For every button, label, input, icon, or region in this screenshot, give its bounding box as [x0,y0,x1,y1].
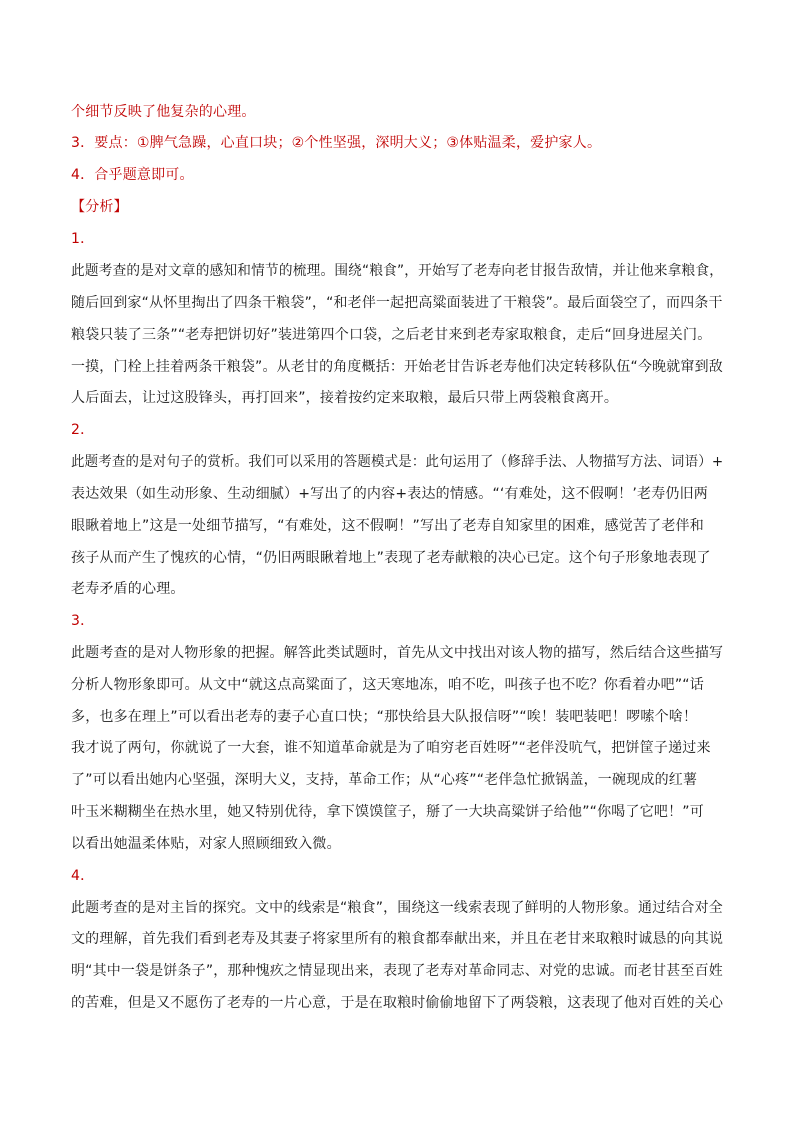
analysis-text-line: 表达效果（如生动形象、生动细腻）+写出了的内容+表达的情感。“‘有难处，这不假啊！’老寿仍旧两 [71,486,709,502]
analysis-text-line: 文的理解，首先我们看到老寿及其妻子将家里所有的粮食都奉献出来，并且在老甘来取粮时诚恳的向其说 [71,931,724,947]
analysis-text-line: 随后回到家“从怀里掏出了四条干粮袋”，“和老伴一起把高粱面装进了干粮袋”。最后面袋空了，而四条干 [71,295,723,311]
analysis-text-line: 一摸，门栓上挂着两条干粮袋”。从老甘的角度概括：开始老甘告诉老寿他们决定转移队伍“今晚就窜到敌 [71,359,723,375]
analysis-text-line: 的苦难，但是又不愿伤了老寿的一片心意，于是在取粮时偷偷地留下了两袋粮，这表现了他对百姓的关心 [71,995,724,1011]
analysis-text-line: 以看出她温柔体贴，对家人照顾细致入微。 [71,836,341,852]
analysis-text-line: 人后面去，让过这股锋头，再打回来”，接着按约定来取粮，最后只带上两袋粮食离开。 [71,390,619,406]
analysis-text-line: 了”可以看出她内心坚强，深明大义，支持，革命工作；从“心疼”“老伴急忙掀锅盖，一碗现成的红薯 [71,772,698,788]
analysis-text-line: 老寿矛盾的心理。 [71,581,185,597]
analysis-text-line: 孩子从而产生了愧疚的心情，“仍旧两眼瞅着地上”表现了老寿献粮的决心已定。这个句子形象地表现了 [71,550,711,566]
analysis-text-line: 叶玉米糊糊坐在热水里，她又特别优待，拿下馍馍筐子，掰了一大块高粱饼子给他”“你喝了它吧！”可 [71,804,704,820]
analysis-text-line: 此题考查的是对主旨的探究。文中的线索是“粮食”，围绕这一线索表现了鲜明的人物形象。通过结合对全 [71,900,723,916]
analysis-text-line: 此题考查的是对文章的感知和情节的梳理。围绕“粮食”，开始写了老寿向老甘报告敌情，并让他来拿粮食， [71,263,724,279]
analysis-text-line: 此题考查的是对句子的赏析。我们可以采用的答题模式是：此句运用了（修辞手法、人物描写方法、词语）+ [71,454,724,470]
analysis-text-line: 明“其中一袋是饼条子”，那种愧疚之情显现出来，表现了老寿对革命同志、对党的忠诚。而老甘甚至百姓 [71,963,723,979]
answer-4-line: 4．合乎题意即可。 [71,167,194,183]
analysis-text-line: 我才说了两句，你就说了一大套，谁不知道革命就是为了咱穷老百姓呀”“老伴没吭气，把饼筐子递过来 [71,740,711,756]
analysis-number-2: 2． [71,422,95,438]
analysis-text-line: 粮袋只装了三条”“老寿把饼切好”装进第四个口袋，之后老甘来到老寿家取粮食，走后“回身进屋关门。 [71,327,712,343]
analysis-text-line: 分析人物形象即可。从文中“就这点高粱面了，这天寒地冻，咱不吃，叫孩子也不吃？你看着办吧”“话 [71,677,704,693]
answer-text-line: 个细节反映了他复杂的心理。 [71,104,256,120]
answer-3-line: 3．要点：①脾气急躁，心直口块；②个性坚强，深明大义；③体贴温柔，爱护家人。 [71,135,602,151]
analysis-text-line: 多，也多在理上”可以看出老寿的妻子心直口快；“那快给县大队报信呀”“唉！装吧装吧！啰嗦个啥！ [71,709,698,725]
analysis-text-line: 眼瞅着地上”这是一处细节描写，“有难处，这不假啊！”写出了老寿自知家里的困难，感觉苦了老伴和 [71,518,704,534]
analysis-heading: 【分析】 [71,199,128,215]
analysis-number-1: 1． [71,231,95,247]
analysis-text-line: 此题考查的是对人物形象的把握。解答此类试题时，首先从文中找出对该人物的描写，然后结合这些描写 [71,645,724,661]
analysis-number-3: 3． [71,613,95,629]
analysis-number-4: 4． [71,868,95,884]
